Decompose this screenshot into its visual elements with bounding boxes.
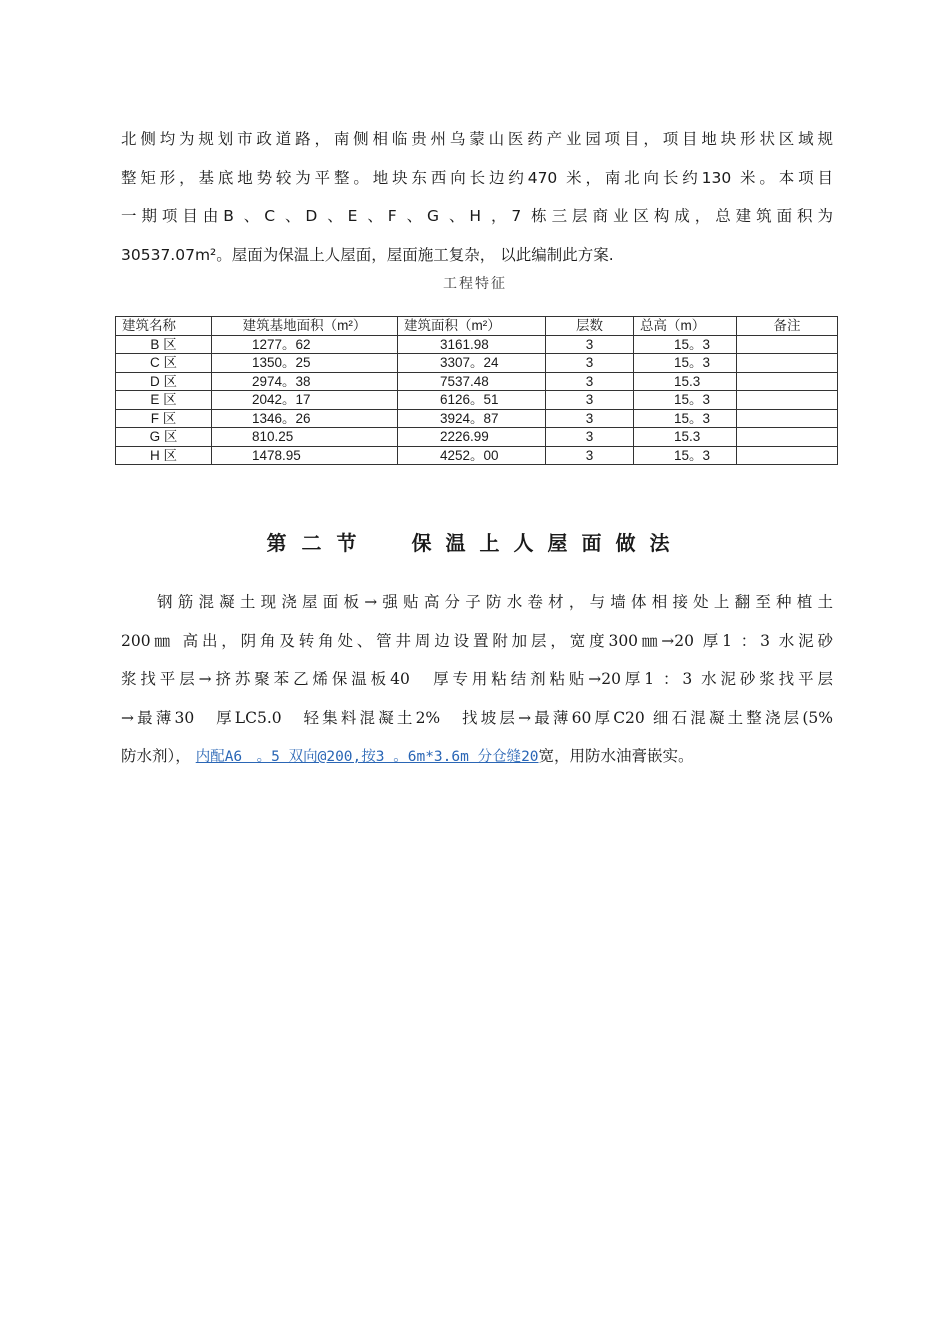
cell-note — [737, 446, 838, 465]
cell-height: 15。3 — [634, 446, 737, 465]
cell-height: 15。3 — [634, 354, 737, 373]
intro-line: 北侧均为规划市政道路，南侧相临贵州乌蒙山医药产业园项目，项目地块形状区域规 — [121, 130, 833, 148]
body-line — [121, 737, 833, 777]
cell-height: 15.3 — [634, 428, 737, 447]
cell-area: 2226.99 — [398, 428, 546, 447]
cell-floors: 3 — [546, 428, 634, 447]
cell-height: 15。3 — [634, 391, 737, 410]
roof-method-paragraph — [121, 583, 833, 777]
cell-area: 3307。24 — [398, 354, 546, 373]
cell-height: 15.3 — [634, 372, 737, 391]
table-row — [116, 428, 838, 447]
body-text: 防水剂）， — [121, 747, 191, 765]
intro-line: 整矩形，基底地势较为平整。地块东西向长边约470 米，南北向长约130 米。本项目 — [121, 168, 833, 187]
table-row — [116, 409, 838, 428]
table-caption: 工程特征 — [443, 276, 507, 292]
cell-name: H 区 — [116, 446, 212, 465]
body-line: 钢筋混凝土现浇屋面板→强贴高分子防水卷材，与墙体相接处上翻至种植土 — [157, 593, 833, 611]
cell-floors: 3 — [546, 409, 634, 428]
section-heading — [0, 527, 950, 556]
cell-name: E 区 — [116, 391, 212, 410]
cell-area: 4252。00 — [398, 446, 546, 465]
body-line: 200㎜ 高出，阴角及转角处、管井周边设置附加层，宽度300㎜→20 厚1 ：3 水泥砂 — [121, 631, 833, 650]
cell-area: 7537.48 — [398, 372, 546, 391]
cell-base-area: 1346。26 — [212, 409, 398, 428]
cell-name: D 区 — [116, 372, 212, 391]
header-height: 总高（m） — [634, 317, 737, 336]
cell-floors: 3 — [546, 391, 634, 410]
cell-floors: 3 — [546, 372, 634, 391]
intro-line: 一期项目由B 、C 、D 、E 、F 、G 、H ，7 栋三层商业区构成，总建筑面积为 — [121, 207, 833, 225]
header-floor-area: 建筑面积（m²） — [398, 317, 546, 336]
header-floors: 层数 — [546, 317, 634, 336]
project-features-table — [115, 316, 838, 465]
header-base-area: 建筑基地面积（m²） — [212, 317, 398, 336]
reinforcement-link[interactable]: 内配A6 。5 双向@200,按3 。6m*3.6m 分仓缝20 — [195, 749, 539, 765]
header-building-name: 建筑名称 — [116, 317, 212, 336]
cell-base-area: 1350。25 — [212, 354, 398, 373]
table-row — [116, 372, 838, 391]
cell-base-area: 2042。17 — [212, 391, 398, 410]
intro-paragraph — [121, 120, 833, 274]
table-header-row — [116, 317, 838, 336]
cell-floors: 3 — [546, 335, 634, 354]
cell-name: F 区 — [116, 409, 212, 428]
cell-note — [737, 354, 838, 373]
table-row — [116, 446, 838, 465]
cell-base-area: 1478.95 — [212, 446, 398, 465]
cell-floors: 3 — [546, 354, 634, 373]
header-note: 备注 — [737, 317, 838, 336]
cell-height: 15。3 — [634, 409, 737, 428]
cell-note — [737, 428, 838, 447]
table-row — [116, 335, 838, 354]
cell-base-area: 810.25 — [212, 428, 398, 447]
cell-area: 3924。87 — [398, 409, 546, 428]
cell-name: G 区 — [116, 428, 212, 447]
table-row — [116, 391, 838, 410]
cell-height: 15。3 — [634, 335, 737, 354]
body-line: →最薄30 厚LC5.0 轻集料混凝土2% 找坡层→最薄60厚C20 细石混凝土整浇层(5% — [121, 708, 833, 727]
section-name: 保温上人屋面做法 — [411, 531, 684, 555]
cell-name: C 区 — [116, 354, 212, 373]
cell-base-area: 1277。62 — [212, 335, 398, 354]
section-number: 第二节 — [266, 531, 372, 555]
cell-floors: 3 — [546, 446, 634, 465]
cell-note — [737, 335, 838, 354]
body-line: 浆找平层→挤苏聚苯乙烯保温板40 厚专用粘结剂粘贴→20厚1 ：3 水泥砂浆找平层 — [121, 670, 833, 688]
intro-line: 30537.07m²。屋面为保温上人屋面，屋面施工复杂， 以此编制此方案. — [121, 245, 614, 264]
table-row — [116, 354, 838, 373]
cell-note — [737, 391, 838, 410]
cell-note — [737, 372, 838, 391]
cell-area: 6126。51 — [398, 391, 546, 410]
cell-name: B 区 — [116, 335, 212, 354]
cell-area: 3161.98 — [398, 335, 546, 354]
body-text: 宽，用防水油膏嵌实。 — [538, 747, 694, 765]
cell-base-area: 2974。38 — [212, 372, 398, 391]
cell-note — [737, 409, 838, 428]
